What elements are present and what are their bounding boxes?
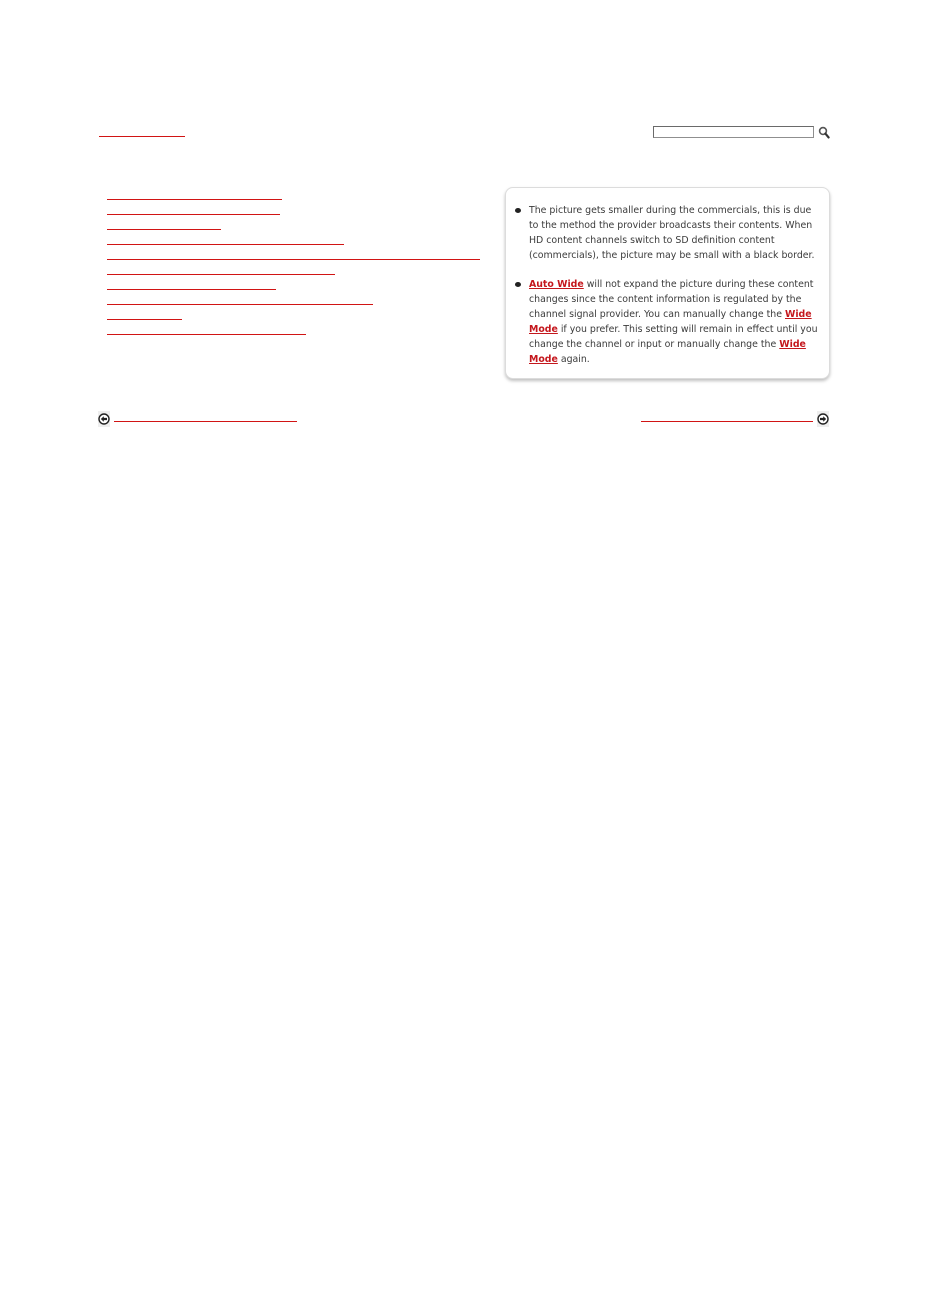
sidebar-item	[107, 310, 480, 325]
sidebar-link[interactable]	[107, 280, 276, 290]
sidebar-link[interactable]	[107, 235, 344, 245]
next-page-link[interactable]	[641, 412, 813, 422]
note-item	[529, 277, 819, 367]
sidebar-link[interactable]	[107, 265, 335, 275]
bullet-icon	[515, 282, 521, 287]
sidebar-item	[107, 220, 480, 235]
search-input[interactable]	[653, 126, 814, 138]
sidebar-link[interactable]	[107, 250, 480, 260]
wide-mode-link[interactable]: Wide Mode	[529, 339, 806, 365]
sidebar-link[interactable]	[107, 205, 280, 215]
note-panel	[505, 187, 830, 379]
note-text: will not expand the picture during these content changes since the content information is regulated by the channel signal provider. You can manually change the	[529, 279, 814, 320]
next-page-button[interactable]	[817, 411, 829, 427]
search-button[interactable]	[818, 124, 830, 137]
sidebar-link[interactable]	[107, 295, 373, 305]
sidebar-item	[107, 295, 480, 310]
sidebar-item	[107, 325, 480, 340]
previous-page-button[interactable]	[98, 411, 110, 427]
previous-page-link[interactable]	[114, 412, 297, 422]
sidebar-nav	[107, 190, 480, 340]
sidebar-item	[107, 235, 480, 250]
auto-wide-link[interactable]: Auto Wide	[529, 279, 584, 290]
sidebar-item	[107, 190, 480, 205]
sidebar-item	[107, 250, 480, 265]
sidebar-link[interactable]	[107, 220, 221, 230]
home-link[interactable]	[99, 122, 185, 137]
bullet-icon	[515, 208, 521, 213]
sidebar-item	[107, 265, 480, 280]
note-text: if you prefer. This setting will remain in effect until you change the channel or input or manually change the	[529, 324, 818, 350]
magnifier-icon	[818, 126, 830, 139]
sidebar-item	[107, 280, 480, 295]
sidebar-link[interactable]	[107, 310, 182, 320]
sidebar-link[interactable]	[107, 325, 306, 335]
note-text: again.	[557, 354, 590, 365]
sidebar-item	[107, 205, 480, 220]
wide-mode-link[interactable]: Wide Mode	[529, 309, 812, 335]
arrow-right-circle-icon	[817, 413, 829, 425]
note-item	[529, 203, 819, 263]
sidebar-link[interactable]	[107, 190, 282, 200]
note-item-text: The picture gets smaller during the commercials, this is due to the method the provider broadcasts their contents. When HD content channels switch to SD definition content (commercials), the picture may be small with a black border.	[529, 205, 815, 261]
arrow-left-circle-icon	[98, 413, 110, 425]
